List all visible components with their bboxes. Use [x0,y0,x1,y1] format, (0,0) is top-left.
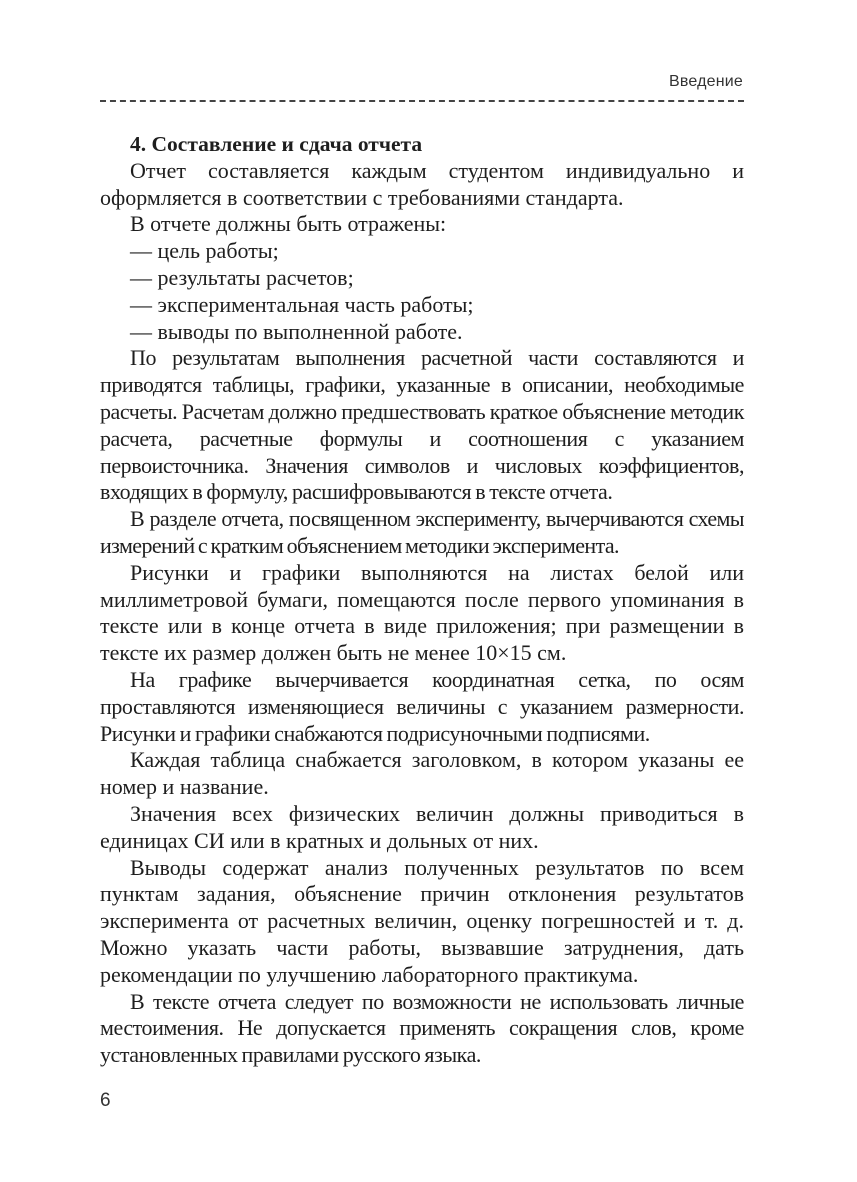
paragraph: Выводы содержат анализ полученных результатов по всем пунктам задания, объяснение причин отклонения результатов эксперимента от расчетных величин, оценку погрешностей и т. д. Можно указать части работы, вызвавшие затруднения, дать рекомендации по улучшению лабораторного практикума. [100,854,744,987]
page-number: 6 [100,1090,111,1111]
paragraph: На графике вычерчивается координатная сетка, по осям проставляются изменяющиеся величины с указанием размерности. Рисунки и графики снабжаются подрисуночными подписями. [100,666,744,746]
page-body [100,131,744,1069]
paragraph: Каждая таблица снабжается заголовком, в котором указаны ее номер и название. [100,747,744,800]
paragraph: По результатам выполнения расчетной части составляются и приводятся таблицы, графики, указанные в описании, необходимые расчеты. Расчетам должно предшествовать краткое объяснение методик расчета, расчетные формулы и соотношения с указанием первоисточника. Значения символов и числовых коэффициентов, входящих в формулу, расшифровываются в тексте отчета. [100,345,744,505]
paragraph: Рисунки и графики выполняются на листах белой или миллиметровой бумаги, помещаются после первого упоминания в тексте или в конце отчета в виде приложения; при размещении в тексте их размер должен быть не менее 10×15 см. [100,559,744,666]
paragraph: Отчет составляется каждым студентом индивидуально и оформляется в соответствии с требованиями стандарта. [100,157,744,210]
paragraph: Значения всех физических величин должны приводиться в единицах СИ или в кратных и дольных от них. [100,800,744,853]
header-divider [100,100,744,102]
list-item: — результаты расчетов; [130,264,354,290]
paragraph: В разделе отчета, посвященном эксперименту, вычерчиваются схемы измерений с кратким объяснением методики эксперимента. [100,506,744,558]
paragraph: В тексте отчета следует по возможности не использовать личные местоимения. Не допускается применять сокращения слов, кроме установленных правилами русского языка. [100,988,744,1068]
paragraph: В отчете должны быть отражены: [130,211,447,237]
list-item: — цель работы; [130,238,279,264]
running-header: Введение [668,73,743,90]
list-item: — экспериментальная часть работы; [130,291,474,317]
list-item: — выводы по выполненной работе. [130,318,463,344]
section-title: 4. Составление и сдача отчета [130,132,423,156]
